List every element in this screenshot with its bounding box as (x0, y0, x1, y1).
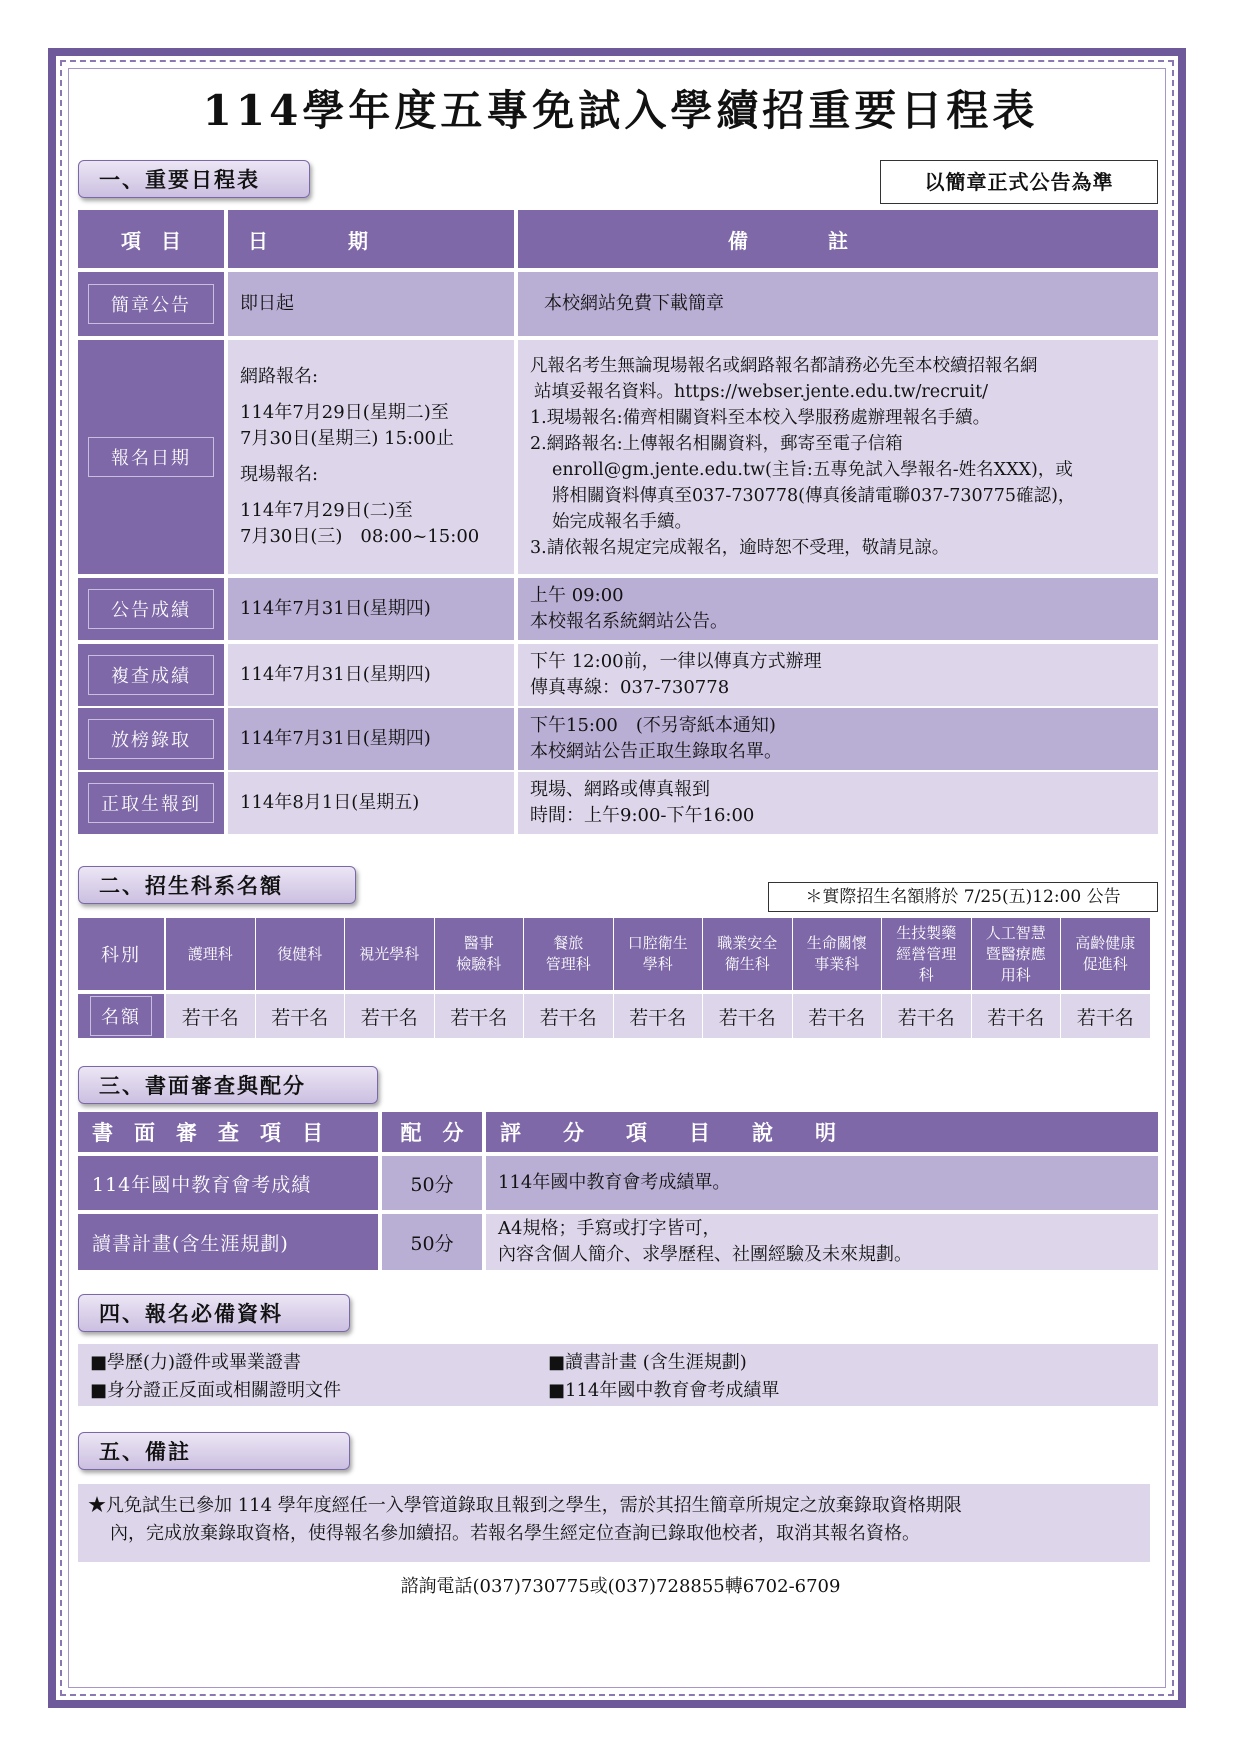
remarks-line: ★凡免試生已參加 114 學年度經任一入學管道錄取且報到之學生，需於其招生簡章所規定之放棄錄取資格期限 (88, 1495, 962, 1516)
section-4-tab: 四、報名必備資料 (78, 1294, 350, 1332)
quota-dept-label-text: 科別 (101, 945, 141, 966)
schedule-remark-line: 下午15:00 (不另寄紙本通知) (530, 715, 776, 736)
quota-dept-line: 管理科 (545, 955, 591, 973)
schedule-remark-line: 上午 09:00 (530, 585, 624, 606)
schedule-remark-line: 站填妥報名資料。https://webser.jente.edu.tw/recruit/ (534, 382, 989, 402)
schedule-date-line: 7月30日(三) 08:00~15:00 (240, 526, 480, 547)
section-3-tab: 三、書面審查與配分 (78, 1066, 378, 1104)
schedule-row-label (78, 578, 224, 640)
schedule-date-cell (228, 578, 514, 640)
schedule-row-label-text: 報名日期 (88, 437, 214, 477)
required-docs-box (78, 1344, 1158, 1406)
schedule-date-line: 114年7月31日(星期四) (240, 598, 431, 619)
review-item-cell: 讀書計畫(含生涯規劃) (78, 1214, 378, 1270)
schedule-remark-line: 本校報名系統網站公告。 (530, 611, 728, 632)
schedule-date-line: 114年8月1日(星期五) (240, 792, 420, 813)
quota-dept-line: 衛生科 (724, 955, 770, 973)
schedule-row-label-text: 正取生報到 (88, 783, 214, 823)
quota-dept-cell (972, 918, 1061, 990)
schedule-date-line: 114年7月31日(星期四) (240, 664, 431, 685)
quota-note: ＊實際招生名額將於 7/25(五)12:00 公告 (768, 882, 1158, 912)
review-desc-line: A4規格；手寫或打字皆可， (498, 1218, 721, 1239)
schedule-remark-line: 1.現場報名:備齊相關資料至本校入學服務處辦理報名手續。 (530, 408, 991, 428)
schedule-row-label (78, 340, 224, 574)
schedule-row-label (78, 708, 224, 770)
remarks-line: 內，完成放棄錄取資格，使得報名參加續招。若報名學生經定位查詢已錄取他校者，取消其報名資格。 (110, 1523, 920, 1544)
quota-count-cell: 若干名 (345, 994, 434, 1038)
quota-dept-cell (435, 918, 524, 990)
quota-dept-line: 暨醫療應 (985, 944, 1046, 963)
quota-count-label (78, 994, 164, 1038)
schedule-remark-cell (518, 272, 1158, 336)
quota-dept-line: 醫事 (463, 934, 494, 952)
schedule-remark-line: 時間：上午9:00-下午16:00 (530, 805, 755, 826)
quota-dept-line: 事業科 (814, 955, 860, 973)
review-desc-cell (486, 1156, 1158, 1210)
review-score-cell: 50分 (382, 1156, 482, 1210)
schedule-date-cell (228, 772, 514, 834)
section-1-tab: 一、重要日程表 (78, 160, 310, 198)
required-doc-item: ■學歷(力)證件或畢業證書 (90, 1352, 302, 1373)
schedule-header-date: 日 期 (228, 210, 514, 268)
quota-dept-cell (1061, 918, 1150, 990)
schedule-remark-line: 始完成報名手續。 (552, 512, 692, 532)
schedule-row-label-text: 放榜錄取 (88, 719, 214, 759)
section-2-tab: 二、招生科系名額 (78, 866, 356, 904)
quota-dept-line: 檢驗科 (456, 955, 502, 973)
quota-dept-line: 人工智慧 (985, 923, 1046, 942)
schedule-remark-line: 本校網站公告正取生錄取名單。 (530, 741, 782, 762)
schedule-date-cell (228, 272, 514, 336)
quota-count-cell: 若干名 (972, 994, 1061, 1038)
notice-box: 以簡章正式公告為準 (880, 160, 1158, 204)
quota-dept-line: 經營管理 (896, 944, 957, 963)
schedule-remark-line: 凡報名考生無論現場報名或網路報名都請務必先至本校續招報名網 (530, 356, 1038, 376)
quota-count-cell: 若干名 (1061, 994, 1150, 1038)
schedule-date-line: 114年7月31日(星期四) (240, 728, 431, 749)
schedule-remark-line: enroll@gm.jente.edu.tw(主旨:五專免試入學報名-姓名XXX)，或 (552, 460, 1073, 480)
quota-dept-line: 生技製藥 (896, 923, 957, 942)
schedule-row-label (78, 772, 224, 834)
schedule-header-remark: 備 註 (518, 210, 1158, 268)
required-doc-item: ■身分證正反面或相關證明文件 (90, 1380, 342, 1401)
quota-dept-cell (703, 918, 792, 990)
quota-dept-line: 高齡健康 (1075, 934, 1136, 952)
quota-count-label-text: 名額 (90, 996, 152, 1036)
review-header-desc: 評 分 項 目 說 明 (486, 1112, 1158, 1152)
review-item-cell: 114年國中教育會考成績 (78, 1156, 378, 1210)
quota-count-cell: 若干名 (256, 994, 345, 1038)
schedule-remark-line: 3.請依報名規定完成報名，逾時恕不受理，敬請見諒。 (530, 538, 950, 558)
review-header-score: 配 分 (382, 1112, 482, 1152)
quota-dept-line: 護理科 (187, 944, 233, 963)
quota-dept-line: 促進科 (1082, 955, 1128, 973)
quota-dept-line: 學科 (642, 955, 673, 973)
review-desc-line: 114年國中教育會考成績單。 (498, 1172, 731, 1193)
schedule-row-label (78, 272, 224, 336)
quota-dept-line: 餐旅 (553, 934, 584, 952)
quota-dept-line: 用科 (1000, 965, 1031, 984)
remarks-box (78, 1484, 1150, 1562)
quota-dept-cell (524, 918, 613, 990)
schedule-remark-cell (518, 708, 1158, 770)
page-title: 114學年度五專免試入學續招重要日程表 (202, 86, 1039, 135)
quota-dept-line: 視光學科 (359, 944, 420, 963)
quota-dept-label (78, 918, 164, 990)
review-desc-cell (486, 1214, 1158, 1270)
quota-count-cell: 若干名 (793, 994, 882, 1038)
required-doc-item: ■114年國中教育會考成績單 (548, 1380, 780, 1401)
section-5-tab: 五、備註 (78, 1432, 350, 1470)
schedule-date-cell (228, 644, 514, 706)
schedule-date-line: 7月30日(星期三) 15:00止 (240, 428, 454, 449)
quota-dept-cell (345, 918, 434, 990)
schedule-date-line: 114年7月29日(星期二)至 (240, 402, 449, 423)
schedule-row-label-text: 簡章公告 (88, 284, 214, 324)
quota-dept-line: 生命關懷 (806, 934, 867, 952)
quota-dept-cell (793, 918, 882, 990)
quota-count-cell: 若干名 (524, 994, 613, 1038)
review-desc-line: 內容含個人簡介、求學歷程、社團經驗及未來規劃。 (498, 1244, 912, 1265)
schedule-row-label (78, 644, 224, 706)
schedule-remark-cell (518, 578, 1158, 640)
schedule-remark-cell (518, 340, 1158, 574)
schedule-date-line: 即日起 (240, 293, 294, 314)
required-doc-item: ■讀書計畫 (含生涯規劃) (548, 1352, 747, 1373)
contact-info: 諮詢電話(037)730775或(037)728855轉6702-6709 (400, 1576, 841, 1597)
schedule-row-label-text: 複查成績 (88, 655, 214, 695)
quota-count-cell: 若干名 (166, 994, 255, 1038)
quota-dept-line: 口腔衛生 (627, 934, 688, 952)
schedule-row-label-text: 公告成績 (88, 589, 214, 629)
quota-dept-cell (166, 918, 255, 990)
schedule-date-line: 現場報名: (240, 464, 319, 485)
schedule-remark-cell (518, 772, 1158, 834)
schedule-date-line: 網路報名: (240, 366, 319, 387)
schedule-header-item: 項 目 (78, 210, 224, 268)
schedule-remark-line: 2.網路報名:上傳報名相關資料，郵寄至電子信箱 (530, 434, 903, 454)
schedule-remark-line: 傳真專線：037-730778 (530, 677, 730, 698)
review-score-cell: 50分 (382, 1214, 482, 1270)
schedule-remark-line: 本校網站免費下載簡章 (544, 293, 724, 314)
quota-dept-line: 科 (918, 965, 934, 984)
quota-dept-cell (882, 918, 971, 990)
schedule-remark-line: 下午 12:00前，一律以傳真方式辦理 (530, 651, 822, 672)
schedule-date-cell (228, 340, 514, 574)
schedule-remark-line: 將相關資料傳真至037-730778(傳真後請電聯037-730775確認)， (552, 486, 1076, 506)
quota-count-cell: 若干名 (703, 994, 792, 1038)
quota-dept-cell (614, 918, 703, 990)
quota-count-cell: 若干名 (614, 994, 703, 1038)
quota-dept-line: 復健科 (277, 944, 323, 963)
quota-count-cell: 若干名 (435, 994, 524, 1038)
schedule-date-cell (228, 708, 514, 770)
quota-dept-cell (256, 918, 345, 990)
schedule-date-line: 114年7月29日(二)至 (240, 500, 413, 521)
schedule-remark-cell (518, 644, 1158, 706)
schedule-remark-line: 現場、網路或傳真報到 (530, 779, 710, 800)
quota-count-cell: 若干名 (882, 994, 971, 1038)
quota-dept-line: 職業安全 (717, 934, 778, 952)
review-header-item: 書 面 審 查 項 目 (78, 1112, 378, 1152)
